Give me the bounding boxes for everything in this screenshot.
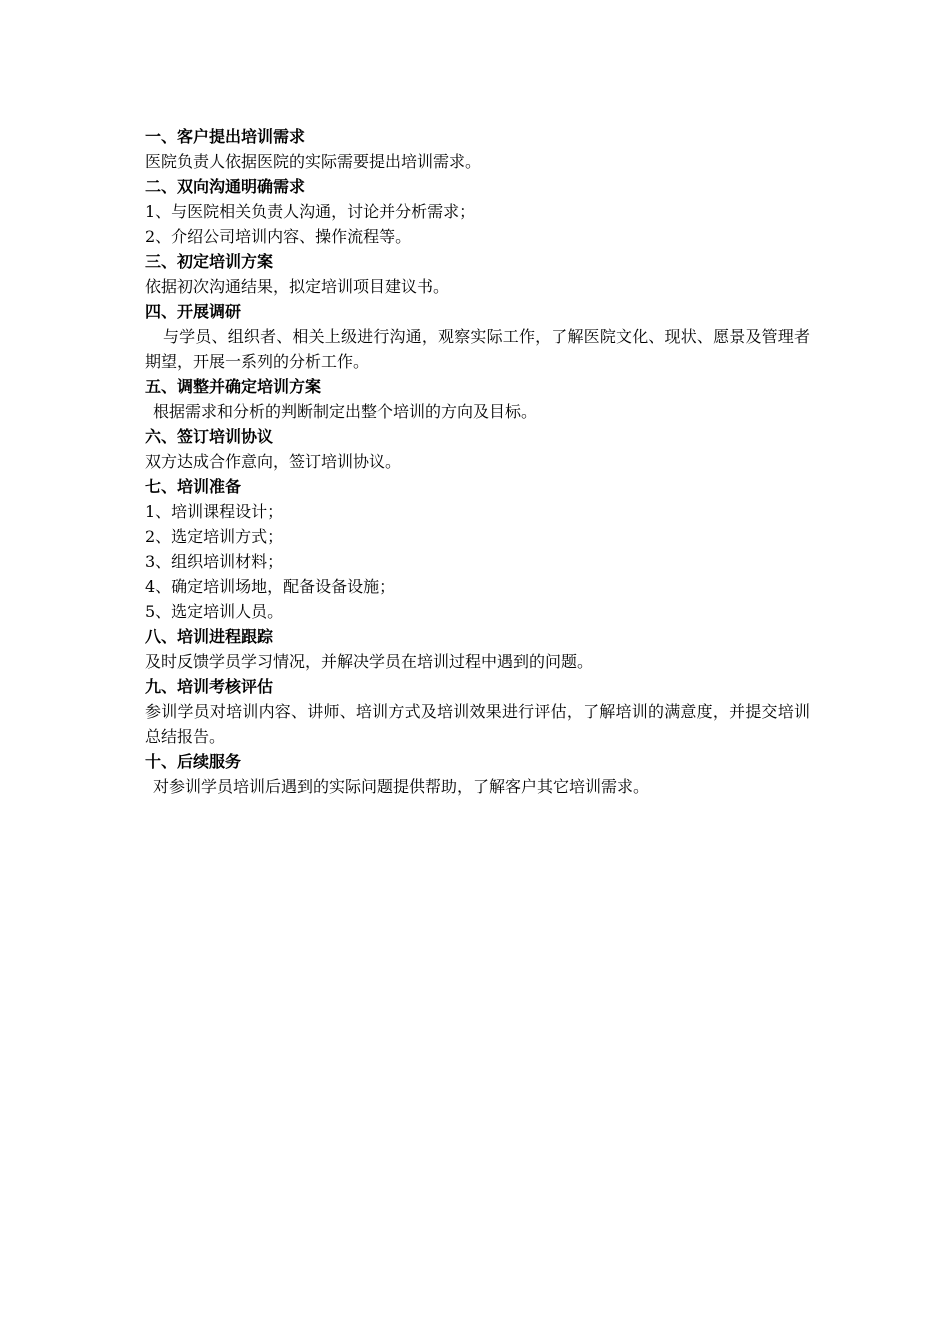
list-item: 2、介绍公司培训内容、操作流程等。	[145, 227, 412, 246]
document-body	[145, 124, 810, 799]
list-item: 1、与医院相关负责人沟通，讨论并分析需求；	[145, 202, 476, 221]
section-text: 医院负责人依据医院的实际需要提出培训需求。	[145, 152, 482, 171]
section-9	[145, 674, 810, 749]
section-text: 对参训学员培训后遇到的实际问题提供帮助，了解客户其它培训需求。	[153, 777, 650, 796]
section-text: 与学员、组织者、相关上级进行沟通，观察实际工作，了解医院文化、现状、愿景及管理者期望，开展一系列的分析工作。	[145, 327, 810, 371]
section-paragraph	[145, 324, 810, 374]
section-heading: 五、调整并确定培训方案	[145, 377, 322, 396]
section-text: 参训学员对培训内容、讲师、培训方式及培训效果进行评估，了解培训的满意度，并提交培训总结报告。	[145, 702, 810, 746]
list-item: 1、培训课程设计；	[145, 502, 284, 521]
section-5	[145, 374, 810, 424]
section-10	[145, 749, 810, 799]
section-heading: 二、双向沟通明确需求	[145, 177, 306, 196]
section-heading: 四、开展调研	[145, 302, 242, 321]
section-text: 及时反馈学员学习情况，并解决学员在培训过程中遇到的问题。	[145, 652, 594, 671]
section-1	[145, 124, 810, 174]
section-heading: 九、培训考核评估	[145, 677, 274, 696]
section-6	[145, 424, 810, 474]
section-heading: 三、初定培训方案	[145, 252, 274, 271]
list-item: 5、选定培训人员。	[145, 602, 284, 621]
section-text: 双方达成合作意向，签订培训协议。	[145, 452, 402, 471]
section-text: 根据需求和分析的判断制定出整个培训的方向及目标。	[153, 402, 538, 421]
section-heading: 六、签订培训协议	[145, 427, 274, 446]
list-item: 2、选定培训方式；	[145, 527, 284, 546]
section-2	[145, 174, 810, 249]
list-item: 4、确定培训场地，配备设备设施；	[145, 577, 396, 596]
section-7	[145, 474, 810, 624]
section-4	[145, 299, 810, 374]
section-heading: 七、培训准备	[145, 477, 242, 496]
section-heading: 一、客户提出培训需求	[145, 127, 306, 146]
list-item: 3、组织培训材料；	[145, 552, 284, 571]
section-8	[145, 624, 810, 674]
section-heading: 八、培训进程跟踪	[145, 627, 274, 646]
section-heading: 十、后续服务	[145, 752, 242, 771]
section-3	[145, 249, 810, 299]
section-text: 依据初次沟通结果，拟定培训项目建议书。	[145, 277, 450, 296]
